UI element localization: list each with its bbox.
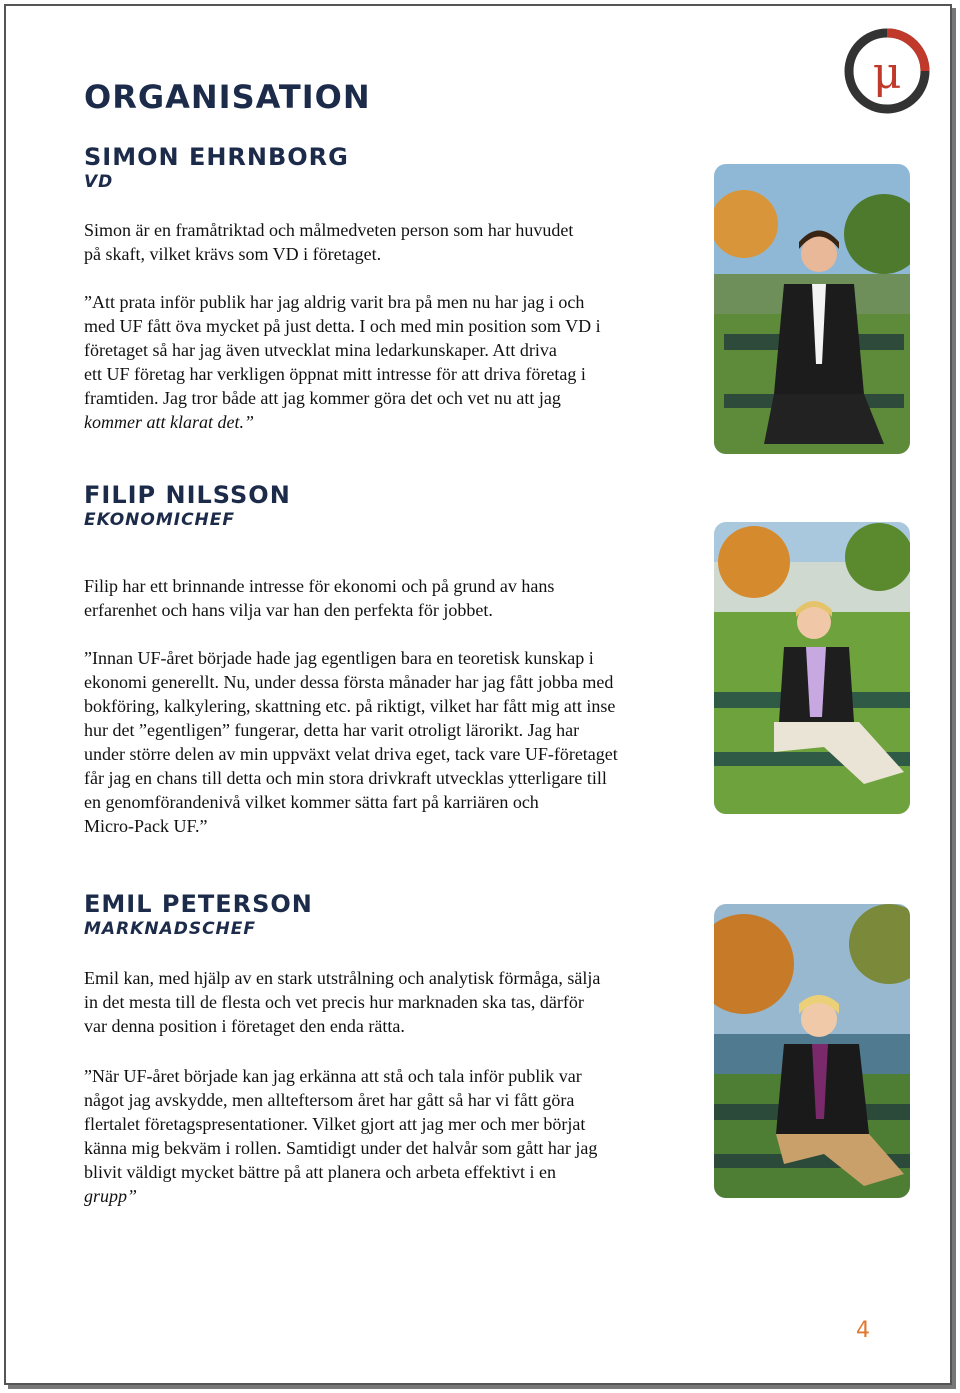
member-intro xyxy=(84,574,554,622)
text-line: Simon är en framåtriktad och målmedveten person som har huvudet xyxy=(84,220,574,240)
text-line: med UF fått öva mycket på just detta. I och med min position som VD i xyxy=(84,316,601,336)
member-name: FILIP NILSSON xyxy=(84,481,291,509)
member-photo xyxy=(714,522,910,814)
text-line: Micro-Pack UF.” xyxy=(84,816,208,836)
text-line: kommer att klarat det.” xyxy=(84,412,254,432)
member-name: SIMON EHRNBORG xyxy=(84,143,349,171)
text-line: grupp” xyxy=(84,1186,138,1206)
logo-symbol: μ xyxy=(872,48,902,99)
text-line: företaget så har jag även utvecklat mina ledarkunskaper. Att driva xyxy=(84,340,557,360)
member-name: EMIL PETERSON xyxy=(84,890,313,918)
text-line: ”Innan UF-året började hade jag egentligen bara en teoretisk kunskap i xyxy=(84,648,594,668)
text-line: Filip har ett brinnande intresse för ekonomi och på grund av hans xyxy=(84,576,555,596)
member-quote xyxy=(84,646,618,838)
member-photo xyxy=(714,904,910,1198)
text-line: får jag en chans till detta och min stora drivkraft utvecklas ytterligare till xyxy=(84,768,607,788)
text-line: Emil kan, med hjälp av en stark utstrålning och analytisk förmåga, sälja xyxy=(84,968,601,988)
text-line: känna mig bekväm i rollen. Samtidigt under det halvår som gått har jag xyxy=(84,1138,598,1158)
text-line: erfarenhet och hans vilja var han den perfekta för jobbet. xyxy=(84,600,493,620)
text-line: var denna position i företaget den enda rätta. xyxy=(84,1016,405,1036)
member-intro xyxy=(84,218,573,266)
text-line: ”Att prata inför publik har jag aldrig varit bra på men nu har jag i och xyxy=(84,292,585,312)
member-role: VD xyxy=(84,172,114,192)
page-number: 4 xyxy=(856,1318,870,1343)
member-photo xyxy=(714,164,910,454)
text-line: framtiden. Jag tror både att jag kommer göra det och vet nu att jag xyxy=(84,388,561,408)
text-line: flertalet företagspresentationer. Vilket gjort att jag mer och mer börjat xyxy=(84,1114,586,1134)
text-line: under större delen av min uppväxt velat driva eget, tack vare UF-företaget xyxy=(84,744,618,764)
text-line: ett UF företag har verkligen öppnat mitt intresse för att driva företag i xyxy=(84,364,586,384)
text-line: på skaft, vilket krävs som VD i företaget. xyxy=(84,244,382,264)
member-quote xyxy=(84,290,601,434)
text-line: något jag avskydde, men allteftersom året har gått så har vi fått göra xyxy=(84,1090,575,1110)
text-line: ekonomi generellt. Nu, under dessa första månader har jag fått jobba med xyxy=(84,672,614,692)
text-line: bokföring, kalkylering, skattning etc. på riktigt, vilket har fått mig att inse xyxy=(84,696,616,716)
text-line: hur det ”egentligen” fungerar, detta har varit otroligt lärorikt. Jag har xyxy=(84,720,580,740)
text-line: blivit väldigt mycket bättre på att planera och arbeta effektivt i en xyxy=(84,1162,556,1182)
text-line: in det mesta till de flesta och vet precis hur marknaden ska tas, därför xyxy=(84,992,584,1012)
text-line: en genomförandenivå vilket kommer sätta fart på karriären och xyxy=(84,792,539,812)
text-line: ”När UF-året började kan jag erkänna att stå och tala inför publik var xyxy=(84,1066,582,1086)
member-role: EKONOMICHEF xyxy=(84,510,236,530)
member-role: MARKNADSCHEF xyxy=(84,919,257,939)
member-quote xyxy=(84,1064,597,1208)
page-title: ORGANISATION xyxy=(84,78,371,116)
member-intro xyxy=(84,966,600,1038)
micro-pack-logo xyxy=(842,26,932,116)
